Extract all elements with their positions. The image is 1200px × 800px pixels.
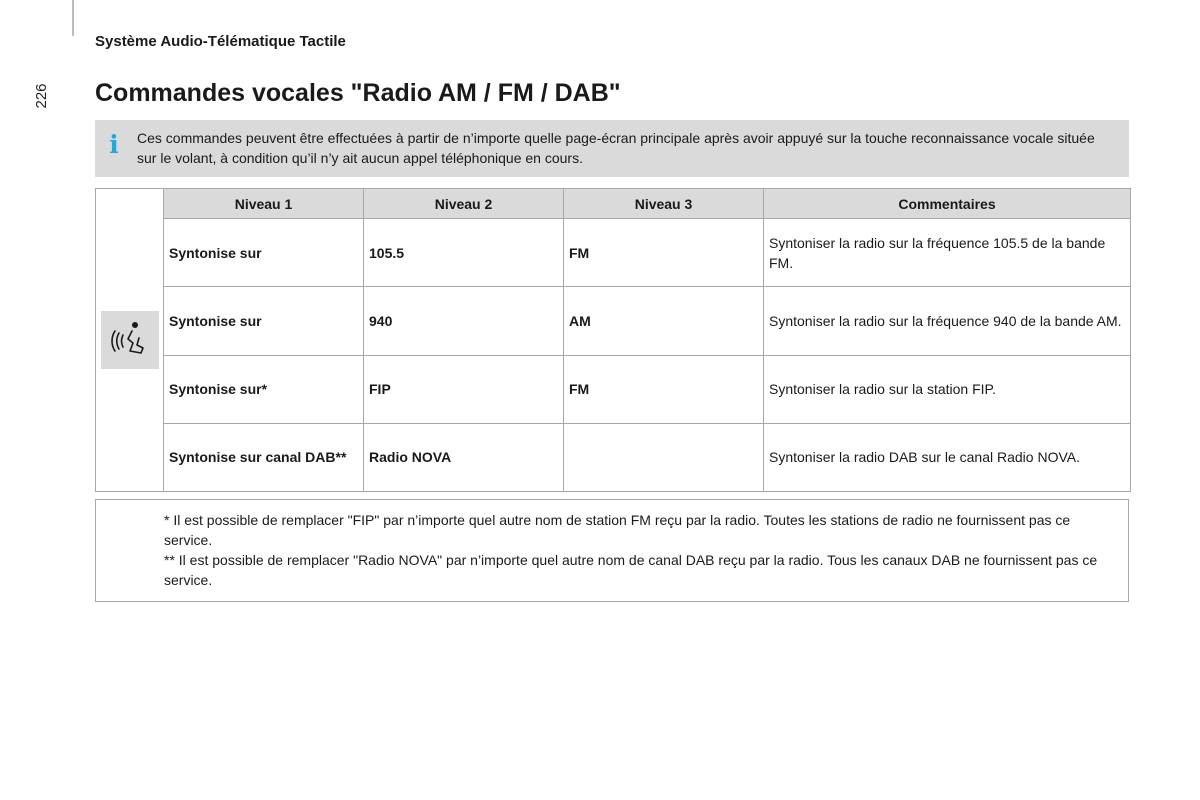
table-row (96, 287, 1131, 355)
level-2-cell: Radio NOVA (364, 423, 564, 491)
info-box (95, 120, 1129, 177)
footnote-mark: ** (164, 552, 179, 568)
comment-cell: Syntoniser la radio DAB sur le canal Radio NOVA. (764, 423, 1131, 491)
footnote (164, 550, 1119, 590)
voice-command-icon (101, 311, 159, 369)
icon-cell (96, 189, 164, 492)
footnote (164, 510, 1119, 550)
level-1-cell: Syntonise sur canal DAB** (164, 423, 364, 491)
header-niveau-2: Niveau 2 (364, 189, 564, 219)
table-row (96, 355, 1131, 423)
info-text: Ces commandes peuvent être effectuées à partir de n’importe quelle page-écran principale après avoir appuyé sur la touche reconnaissance vocale située sur le volant, à condition qu’il n’y ait aucun appel téléphonique en cours. (137, 130, 1095, 166)
page-title: Commandes vocales "Radio AM / FM / DAB" (95, 79, 621, 107)
level-2-cell: FIP (364, 355, 564, 423)
level-1-cell: Syntonise sur* (164, 355, 364, 423)
page-number: 226 (33, 83, 50, 109)
table-row (96, 219, 1131, 287)
comment-cell: Syntoniser la radio sur la station FIP. (764, 355, 1131, 423)
footnote-text: Il est possible de remplacer "Radio NOVA" par n’importe quel autre nom de canal DAB reçu par la radio. Tous les canaux DAB ne fournissent pas ce service. (164, 552, 1098, 588)
voice-commands-table (95, 188, 1131, 492)
level-3-cell: AM (564, 287, 764, 355)
level-1-cell: Syntonise sur (164, 219, 364, 287)
comment-cell: Syntoniser la radio sur la fréquence 940 de la bande AM. (764, 287, 1131, 355)
level-3-cell (564, 423, 764, 491)
footnotes-box (95, 499, 1129, 602)
level-2-cell: 105.5 (364, 219, 564, 287)
header-niveau-3: Niveau 3 (564, 189, 764, 219)
info-icon: i (109, 130, 119, 159)
level-3-cell: FM (564, 219, 764, 287)
table-row (96, 423, 1131, 491)
level-2-cell: 940 (364, 287, 564, 355)
table-header-row (96, 189, 1131, 219)
margin-line (72, 0, 74, 36)
section-header: Système Audio-Télématique Tactile (95, 33, 346, 50)
level-3-cell: FM (564, 355, 764, 423)
footnote-text: Il est possible de remplacer "FIP" par n’importe quel autre nom de station FM reçu par la radio. Toutes les stations de radio ne fournissent pas ce service. (164, 512, 1071, 548)
level-1-cell: Syntonise sur (164, 287, 364, 355)
footnote-mark: * (164, 512, 174, 528)
header-niveau-1: Niveau 1 (164, 189, 364, 219)
comment-cell: Syntoniser la radio sur la fréquence 105.5 de la bande FM. (764, 219, 1131, 287)
header-commentaires: Commentaires (764, 189, 1131, 219)
